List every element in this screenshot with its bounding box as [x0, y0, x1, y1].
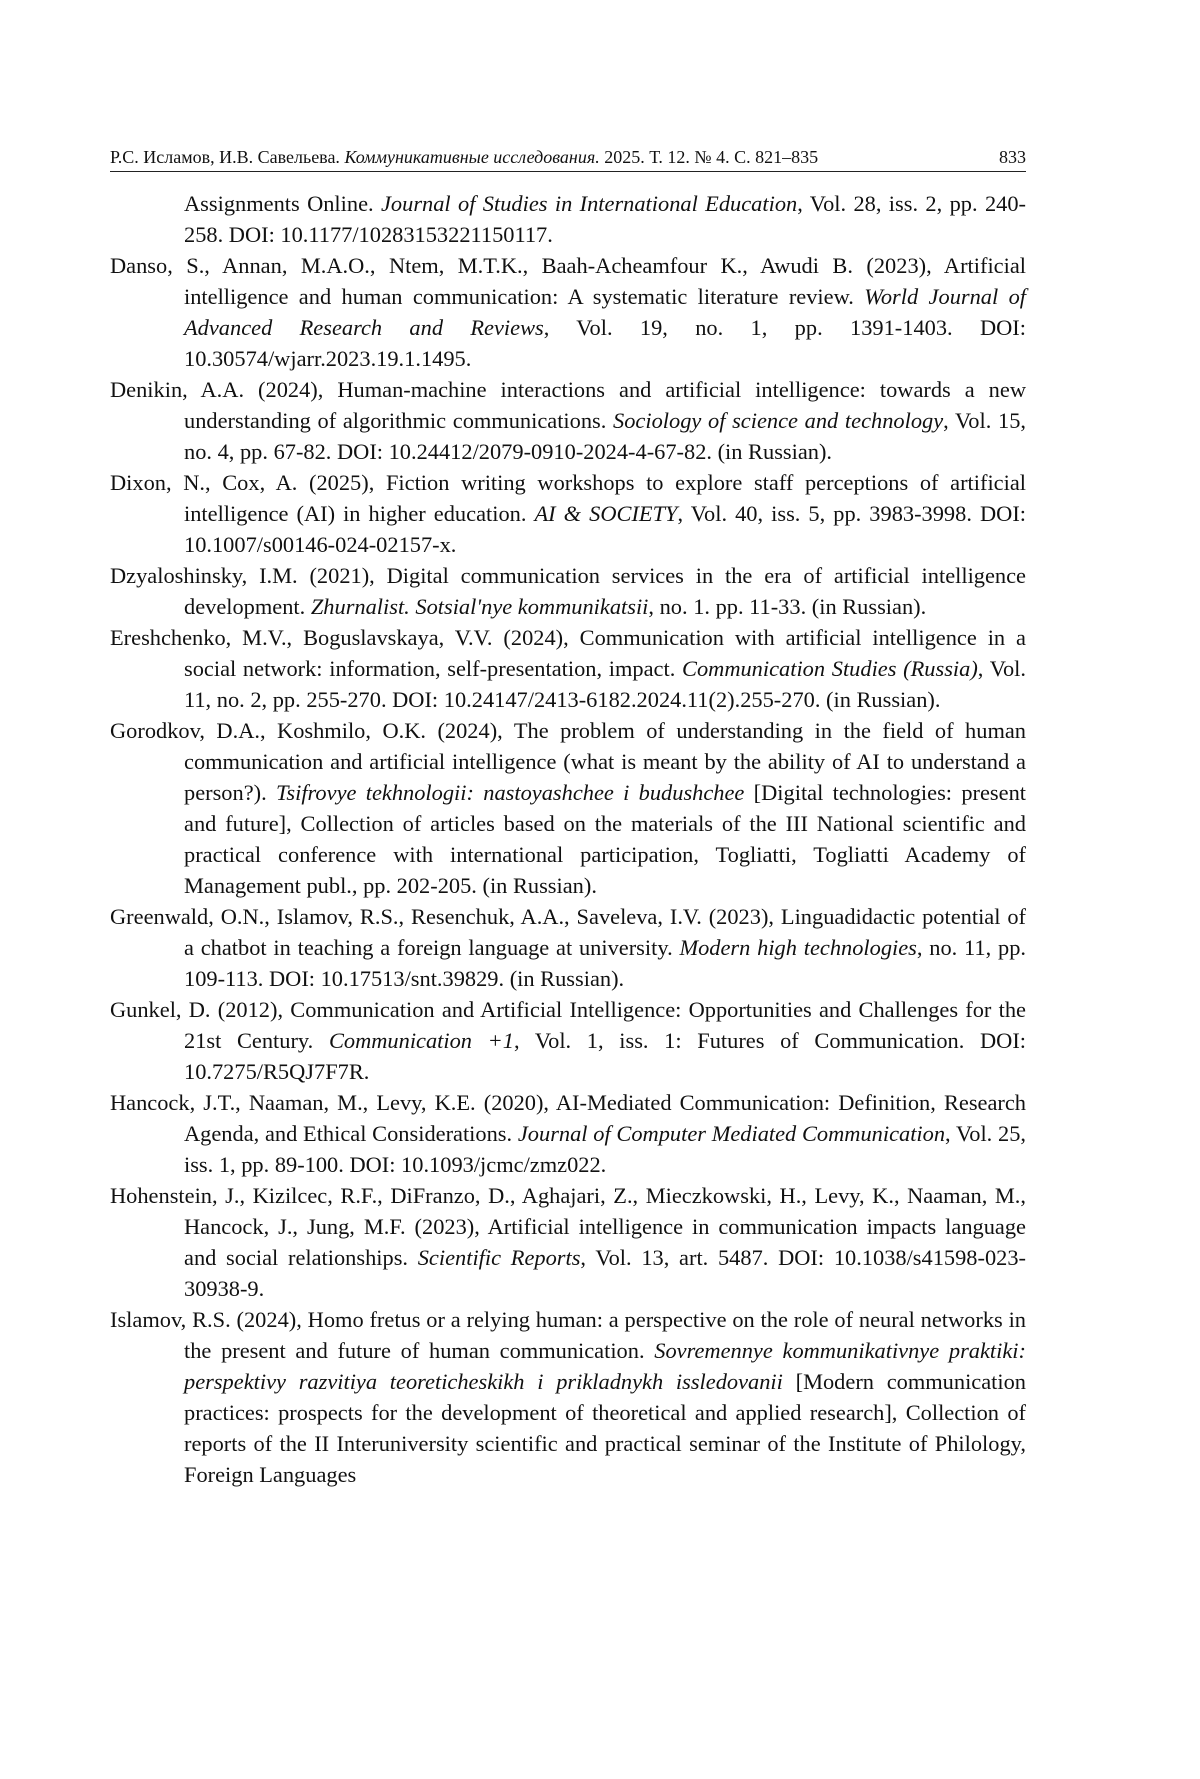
header-citation — [110, 146, 818, 168]
reference-item: Danso, S., Annan, M.A.O., Ntem, M.T.K., Baah-Acheamfour K., Awudi B. (2023), Artificial intelligence and human communication: A systematic literature review. World Journal of Advanced Research and Reviews, Vol. 19, no. 1, pp. 1391-1403. DOI: 10.30574/wjarr.2023.19.1.1495. — [110, 253, 1026, 371]
reference-item: Denikin, A.A. (2024), Human-machine interactions and artificial intelligence: towards a new understanding of algorithmic communications. Sociology of science and technology, Vol. 15, no. 4, pp. 67-82. DOI: 10.24412/2079-0910-2024-4-67-82. (in Russian). — [110, 377, 1026, 464]
page-number: 833 — [999, 147, 1026, 167]
reference-item: Ereshchenko, M.V., Boguslavskaya, V.V. (2024), Communication with artificial intelligence in a social network: information, self-presentation, impact. Communication Studies (Russia), Vol. 11, no. 2, pp. 255-270. DOI: 10.24147/2413-6182.2024.11(2).255-270. (in Russian). — [110, 625, 1026, 712]
reference-item: Hancock, J.T., Naaman, M., Levy, K.E. (2020), AI-Mediated Communication: Definition, Research Agenda, and Ethical Considerations. Journal of Computer Mediated Communication, Vol. 25, iss. 1, pp. 89-100. DOI: 10.1093/jcmc/zmz022. — [110, 1090, 1026, 1177]
reference-item: Hohenstein, J., Kizilcec, R.F., DiFranzo, D., Aghajari, Z., Mieczkowski, H., Levy, K., Naaman, M., Hancock, J., Jung, M.F. (2023), Artificial intelligence in communication impacts language and social relationships. Scientific Reports, Vol. 13, art. 5487. DOI: 10.1038/s41598-023-30938-9. — [110, 1183, 1026, 1301]
header-authors: Р.С. Исламов, И.В. Савельева. — [110, 147, 340, 167]
running-header — [110, 146, 1026, 172]
reference-item: Dixon, N., Cox, A. (2025), Fiction writing workshops to explore staff perceptions of artificial intelligence (AI) in higher education. AI & SOCIETY, Vol. 40, iss. 5, pp. 3983-3998. DOI: 10.1007/s00146-024-02157-x. — [110, 470, 1026, 557]
header-journal: Коммуникативные исследования. — [344, 147, 600, 167]
reference-item: Assignments Online. Journal of Studies in International Education, Vol. 28, iss. 2, pp. 240-258. DOI: 10.1177/10283153221150117. — [184, 191, 1026, 247]
header-issue: 2025. Т. 12. № 4. С. 821–835 — [604, 147, 819, 167]
reference-item: Gorodkov, D.A., Koshmilo, O.K. (2024), The problem of understanding in the field of human communication and artificial intelligence (what is meant by the ability of AI to understand a person?). Tsifrovye tekhnologii: nastoyashchee i budushchee [Digital technologies: present and future], Collection of articles based on the materials of the III National scientific and practical conference with international participation, Togliatti, Togliatti Academy of Management publ., pp. 202-205. (in Russian). — [110, 718, 1026, 898]
reference-item: Dzyaloshinsky, I.M. (2021), Digital communication services in the era of artificial intelligence development. Zhurnalist. Sotsial'nye kommunikatsii, no. 1. pp. 11-33. (in Russian). — [110, 563, 1026, 619]
reference-item: Gunkel, D. (2012), Communication and Artificial Intelligence: Opportunities and Challenges for the 21st Century. Communication +1, Vol. 1, iss. 1: Futures of Communication. DOI: 10.7275/R5QJ7F7R. — [110, 997, 1026, 1084]
reference-list — [110, 188, 1026, 1490]
reference-item: Islamov, R.S. (2024), Homo fretus or a relying human: a perspective on the role of neural networks in the present and future of human communication. Sovremennye kommunikativnye praktiki: perspektivy razvitiya teoreticheskikh i prikladnykh issledovanii [Modern communication practices: prospects for the development of theoretical and applied research], Collection of reports of the II Interuniversity scientific and practical seminar of the Institute of Philology, Foreign Languages — [110, 1307, 1027, 1487]
reference-item: Greenwald, O.N., Islamov, R.S., Resenchuk, A.A., Saveleva, I.V. (2023), Linguadidactic potential of a chatbot in teaching a foreign language at university. Modern high technologies, no. 11, pp. 109-113. DOI: 10.17513/snt.39829. (in Russian). — [110, 904, 1026, 991]
